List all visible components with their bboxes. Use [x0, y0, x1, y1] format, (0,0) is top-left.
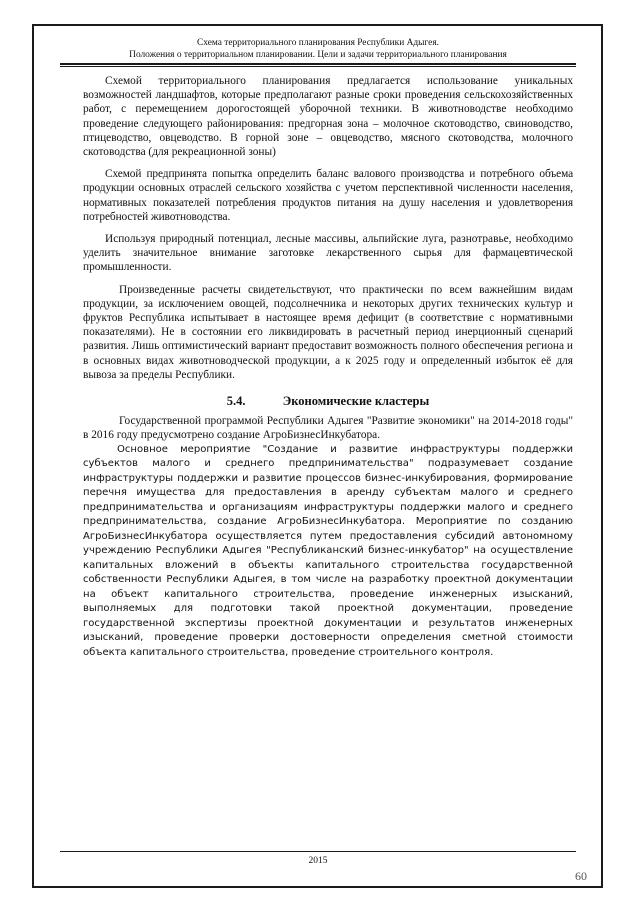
section-heading	[83, 394, 573, 408]
paragraph-calculations: Произведенные расчеты свидетельствуют, что практически по всем важнейшим видам продукции, за исключением овощей, подсолнечника и некоторых других технических культур и фруктов Республика испытывает в настоящее время дефицит (в соответствие с нормативными показателями). Не в состоянии его ликвидировать в расчетный период инерционный сценарий развития. Лишь оптимистический вариант предоставит возможность полного обеспечения региона и в основных видах животноводческой продукции, а к 2025 году и определенный избыток её для вывоза за пределы Республики.	[83, 283, 573, 381]
section-title: Экономические кластеры	[282, 394, 430, 409]
header-rule-thin	[60, 66, 576, 67]
running-header	[60, 37, 576, 61]
header-rule-thick	[60, 63, 576, 65]
paragraph-main-activity: Основное мероприятие "Создание и развитие инфраструктуры поддержки субъектов малого и среднего предпринимательства" подразумевает создание инфраструктуры поддержки и развитие процессов бизнес-инкубирования, формирование перечня имущества для предоставления в аренду субъектам малого и среднего предпринимательства и организациям инфраструктуры поддержки малого и среднего предпринимательства, создание АгроБизнесИнкубатора. Мероприятие по созданию АгроБизнесИнкубатора осуществляется путем предоставления субсидий автономному учреждению Республики Адыгея "Республиканский бизнес-инкубатор" на осуществление капитальных вложений в объекты капитального строительства государственной собственности Республики Адыгея, в том числе на разработку проектной документации на объект капитального строительства, проведение инженерных изысканий, выполняемых для подготовки такой проектной документации, проведение государственной экспертизы проектной документации и результатов инженерных изысканий, проведение проверки достоверности определения сметной стоимости объекта капитального строительства, проведение строительного контроля.	[83, 443, 573, 658]
page-number: 60	[575, 869, 587, 883]
section-number: 5.4.	[226, 394, 246, 409]
header-line-1: Схема территориального планирования Республики Адыгея.	[197, 38, 439, 48]
paragraph-production-balance: Схемой предпринята попытка определить баланс валового производства и потребного объема продукции основных отраслей сельского хозяйства с учетом перспективной численности населения, нормативных показателей потребления продуктов питания на душу населения и удовлетворения потребностей животноводства.	[83, 168, 573, 223]
footer-year: 2015	[308, 856, 328, 866]
paragraph-state-program: Государственной программой Республики Адыгея "Развитие экономики" на 2014-2018 годы" в 2016 году предусмотрено создание АгроБизнесИнкубатора.	[83, 415, 573, 442]
footer-rule	[60, 851, 576, 852]
header-line-2: Положения о территориальном планировании. Цели и задачи территориального планирования	[129, 50, 507, 60]
paragraph-landscape-usage: Схемой территориального планирования предлагается использование уникальных возможностей ландшафтов, которые предполагают разные сроки проведения сельскохозяйственных работ, с перемещением дорогостоящей уборочной техники. В животноводстве необходимо проведение следующего районирования: предгорная зона – молочное скотоводство, свиноводство, птицеводство, овцеводство. В горной зоне – овцеводство, мясного скотоводства, молочного скотоводства (для рекреационной зоны)	[83, 75, 573, 159]
page-body	[83, 74, 573, 660]
paragraph-natural-potential: Используя природный потенциал, лесные массивы, альпийские луга, разнотравье, необходимо уделить значительное внимание заготовке лекарственного сырья для фармацевтической промышленности.	[83, 233, 573, 274]
